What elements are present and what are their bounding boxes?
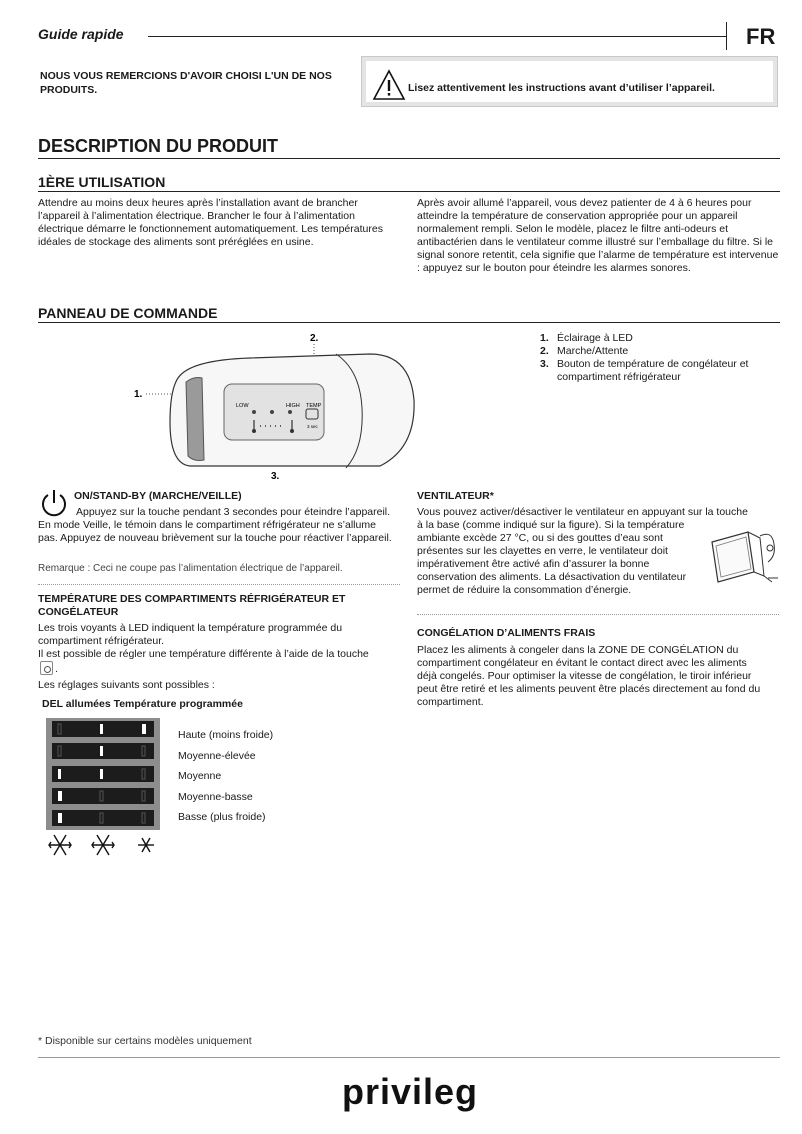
first-use-heading: 1ÈRE UTILISATION [38, 174, 166, 190]
first-use-left-text: Attendre au moins deux heures après l’installation avant de brancher l’appareil à l’alimentation électrique. Brancher le four à l’alimentation électrique démarre le fonctionnement automatiquement. Les températures idéales de stockage des aliments sont préréglées en usine. [38, 197, 383, 248]
fan-heading: VENTILATEUR* [417, 490, 494, 502]
snowflake-icon [92, 835, 114, 855]
callout-3: 3. [271, 471, 280, 482]
brand-logo [318, 1074, 502, 1114]
temperature-levels [178, 725, 273, 828]
fan-illustration [708, 526, 780, 592]
left-separator [38, 584, 400, 585]
high-label: HIGH [286, 403, 300, 409]
control-panel-heading: PANNEAU DE COMMANDE [38, 305, 218, 321]
right-separator [417, 614, 779, 615]
level-item: Moyenne-élevée [178, 749, 256, 762]
guide-title: Guide rapide [38, 26, 124, 42]
footer-rule [38, 1057, 780, 1058]
temperature-text-a: Les trois voyants à LED indiquent la température programmée du compartiment réfrigérateur. [38, 622, 343, 647]
onoff-text: Appuyez sur la touche pendant 3 secondes pour éteindre l’appareil. En mode Veille, le témoin dans le compartiment réfrigérateur ne s’allume pas. Appuyez de nouveau brièvement sur la touche pour réactiver l’appareil. [38, 506, 392, 544]
temp-button-icon [40, 661, 53, 675]
warning-box [361, 56, 778, 107]
temperature-text-b-end: . [55, 663, 58, 675]
level-item: Moyenne [178, 770, 222, 782]
freezing-heading: CONGÉLATION D’ALIMENTS FRAIS [417, 627, 596, 639]
onoff-heading: ON/STAND-BY (MARCHE/VEILLE) [74, 490, 242, 502]
legend-text: Bouton de température de congélateur et compartiment réfrigérateur [557, 358, 749, 383]
control-panel-legend [540, 332, 782, 384]
snowflake-icons [46, 832, 162, 858]
page-title: DESCRIPTION DU PRODUIT [38, 136, 279, 156]
temperature-text [38, 622, 388, 676]
level-item: Basse (plus froide) [178, 811, 266, 823]
title-rule [38, 158, 780, 159]
hold-label: 3 sec [307, 424, 318, 429]
freezing-text: Placez les aliments à congeler dans la ZONE DE CONGÉLATION du compartiment congélateur en évitant le contact direct avec les aliments déjà congelés. Pour optimiser la vitesse de congélation, le tiroir inférieur peut être retiré et les aliments peuvent être placés directement au fond du compartiment. [417, 644, 761, 708]
control-panel-illustration [130, 330, 420, 482]
temperature-heading: TEMPÉRATURE DES COMPARTIMENTS RÉFRIGÉRATEUR ET CONGÉLATEUR [38, 593, 346, 618]
brand-name: privileg [341, 1074, 479, 1112]
callout-1: 1. [134, 389, 143, 400]
legend-num: 2. [540, 345, 549, 357]
temperature-text-b: Il est possible de régler une température différente à l’aide de la touche [38, 648, 369, 660]
led-table-heading: DEL allumées Température programmée [42, 698, 243, 710]
fan-text-intro: Vous pouvez activer/désactiver le ventilateur en appuyant sur la touche [417, 506, 748, 518]
control-panel-rule [38, 322, 780, 323]
first-use-rule [38, 191, 780, 192]
header-rule [148, 36, 726, 37]
legend-text: Éclairage à LED [557, 332, 633, 344]
callout-2: 2. [310, 333, 319, 344]
temp-label: TEMP [306, 403, 322, 409]
legend-num: 1. [540, 332, 549, 344]
temperature-text-b-wrap [38, 648, 388, 676]
first-use-right-text: Après avoir allumé l’appareil, vous devez patienter de 4 à 6 heures pour atteindre la température de conservation appropriée pour un appareil normalement rempli. Selon le modèle, placez le filtre anti-odeurs et antibactérien dans le ventilateur comme illustré sur l’emballage du filtre. Si le signal sonore retentit, cela signifie que l’alarme de température est intervenue : appuyez sur le bouton pour éteindre les alarmes sonores. [417, 197, 779, 274]
header-divider [726, 22, 727, 50]
legend-num: 3. [540, 358, 549, 370]
legend-text: Marche/Attente [557, 345, 629, 357]
onoff-remark: Remarque : Ceci ne coupe pas l’alimentation électrique de l’appareil. [38, 563, 343, 574]
snowflake-icon [138, 838, 154, 852]
level-item: Haute (moins froide) [178, 729, 274, 741]
snowflake-icon [49, 835, 71, 855]
footnote: * Disponible sur certains modèles uniquement [38, 1035, 252, 1047]
thanks-message: NOUS VOUS REMERCIONS D'AVOIR CHOISI L'UN DE NOS PRODUITS. [40, 70, 332, 96]
warning-triangle-icon [372, 69, 406, 101]
settings-intro: Les réglages suivants sont possibles : [38, 679, 215, 691]
level-item: Moyenne-basse [178, 790, 253, 803]
low-label: LOW [236, 403, 249, 409]
led-levels-illustration [46, 718, 160, 830]
fan-text: à la base (comme indiqué sur la figure). Si la température ambiante excède 27 °C, ou si des gouttes d’eau sont présentes sur les clayettes en verre, le ventilateur doit impérativement être activé afin d’assurer la bonne conservation des aliments. La désactivation du ventilateur permet de réduire la consommation d’énergie. [417, 519, 687, 596]
warning-text: Lisez attentivement les instructions avant d’utiliser l’appareil. [408, 82, 715, 94]
language-code: FR [746, 24, 776, 49]
